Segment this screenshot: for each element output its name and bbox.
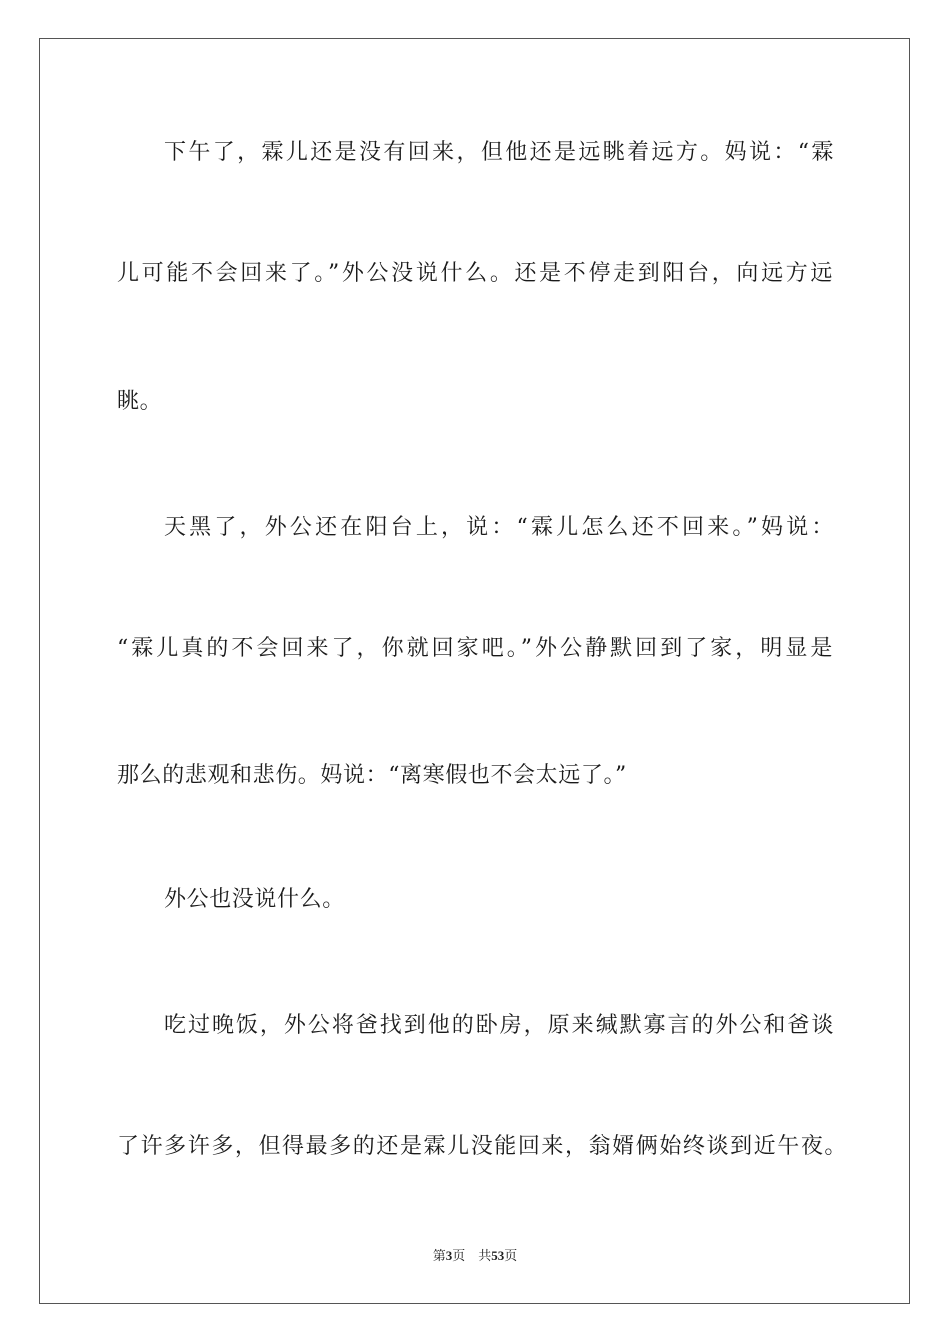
page-prefix: 第 <box>432 1248 446 1263</box>
text-line: 那么的悲观和悲伤。妈说：“离寒假也不会太远了。” <box>117 763 627 788</box>
text-line: 天黑了，外公还在阳台上，说：“霖儿怎么还不回来。”妈说： <box>164 515 834 540</box>
page-border <box>39 38 910 1304</box>
text-line: 下午了，霖儿还是没有回来，但他还是远眺着远方。妈说：“霖 <box>164 140 834 165</box>
text-line: 眺。 <box>117 389 163 414</box>
total-pages: 53 <box>491 1248 505 1263</box>
page-number: 3 <box>445 1248 453 1263</box>
total-suffix: 页 <box>504 1248 518 1263</box>
page-suffix: 页 <box>452 1248 466 1263</box>
text-line: 了许多许多，但得最多的还是霖儿没能回来，翁婿俩始终谈到近午夜。 <box>117 1134 847 1159</box>
text-line: 吃过晚饭，外公将爸找到他的卧房，原来缄默寡言的外公和爸谈 <box>164 1013 834 1038</box>
text-line: 外公也没说什么。 <box>164 887 345 912</box>
text-line: “霖儿真的不会回来了，你就回家吧。”外公静默回到了家，明显是 <box>117 636 833 661</box>
total-prefix: 共 <box>478 1248 492 1263</box>
text-line: 儿可能不会回来了。”外公没说什么。还是不停走到阳台，向远方远 <box>117 261 833 286</box>
page-footer <box>0 1247 950 1265</box>
